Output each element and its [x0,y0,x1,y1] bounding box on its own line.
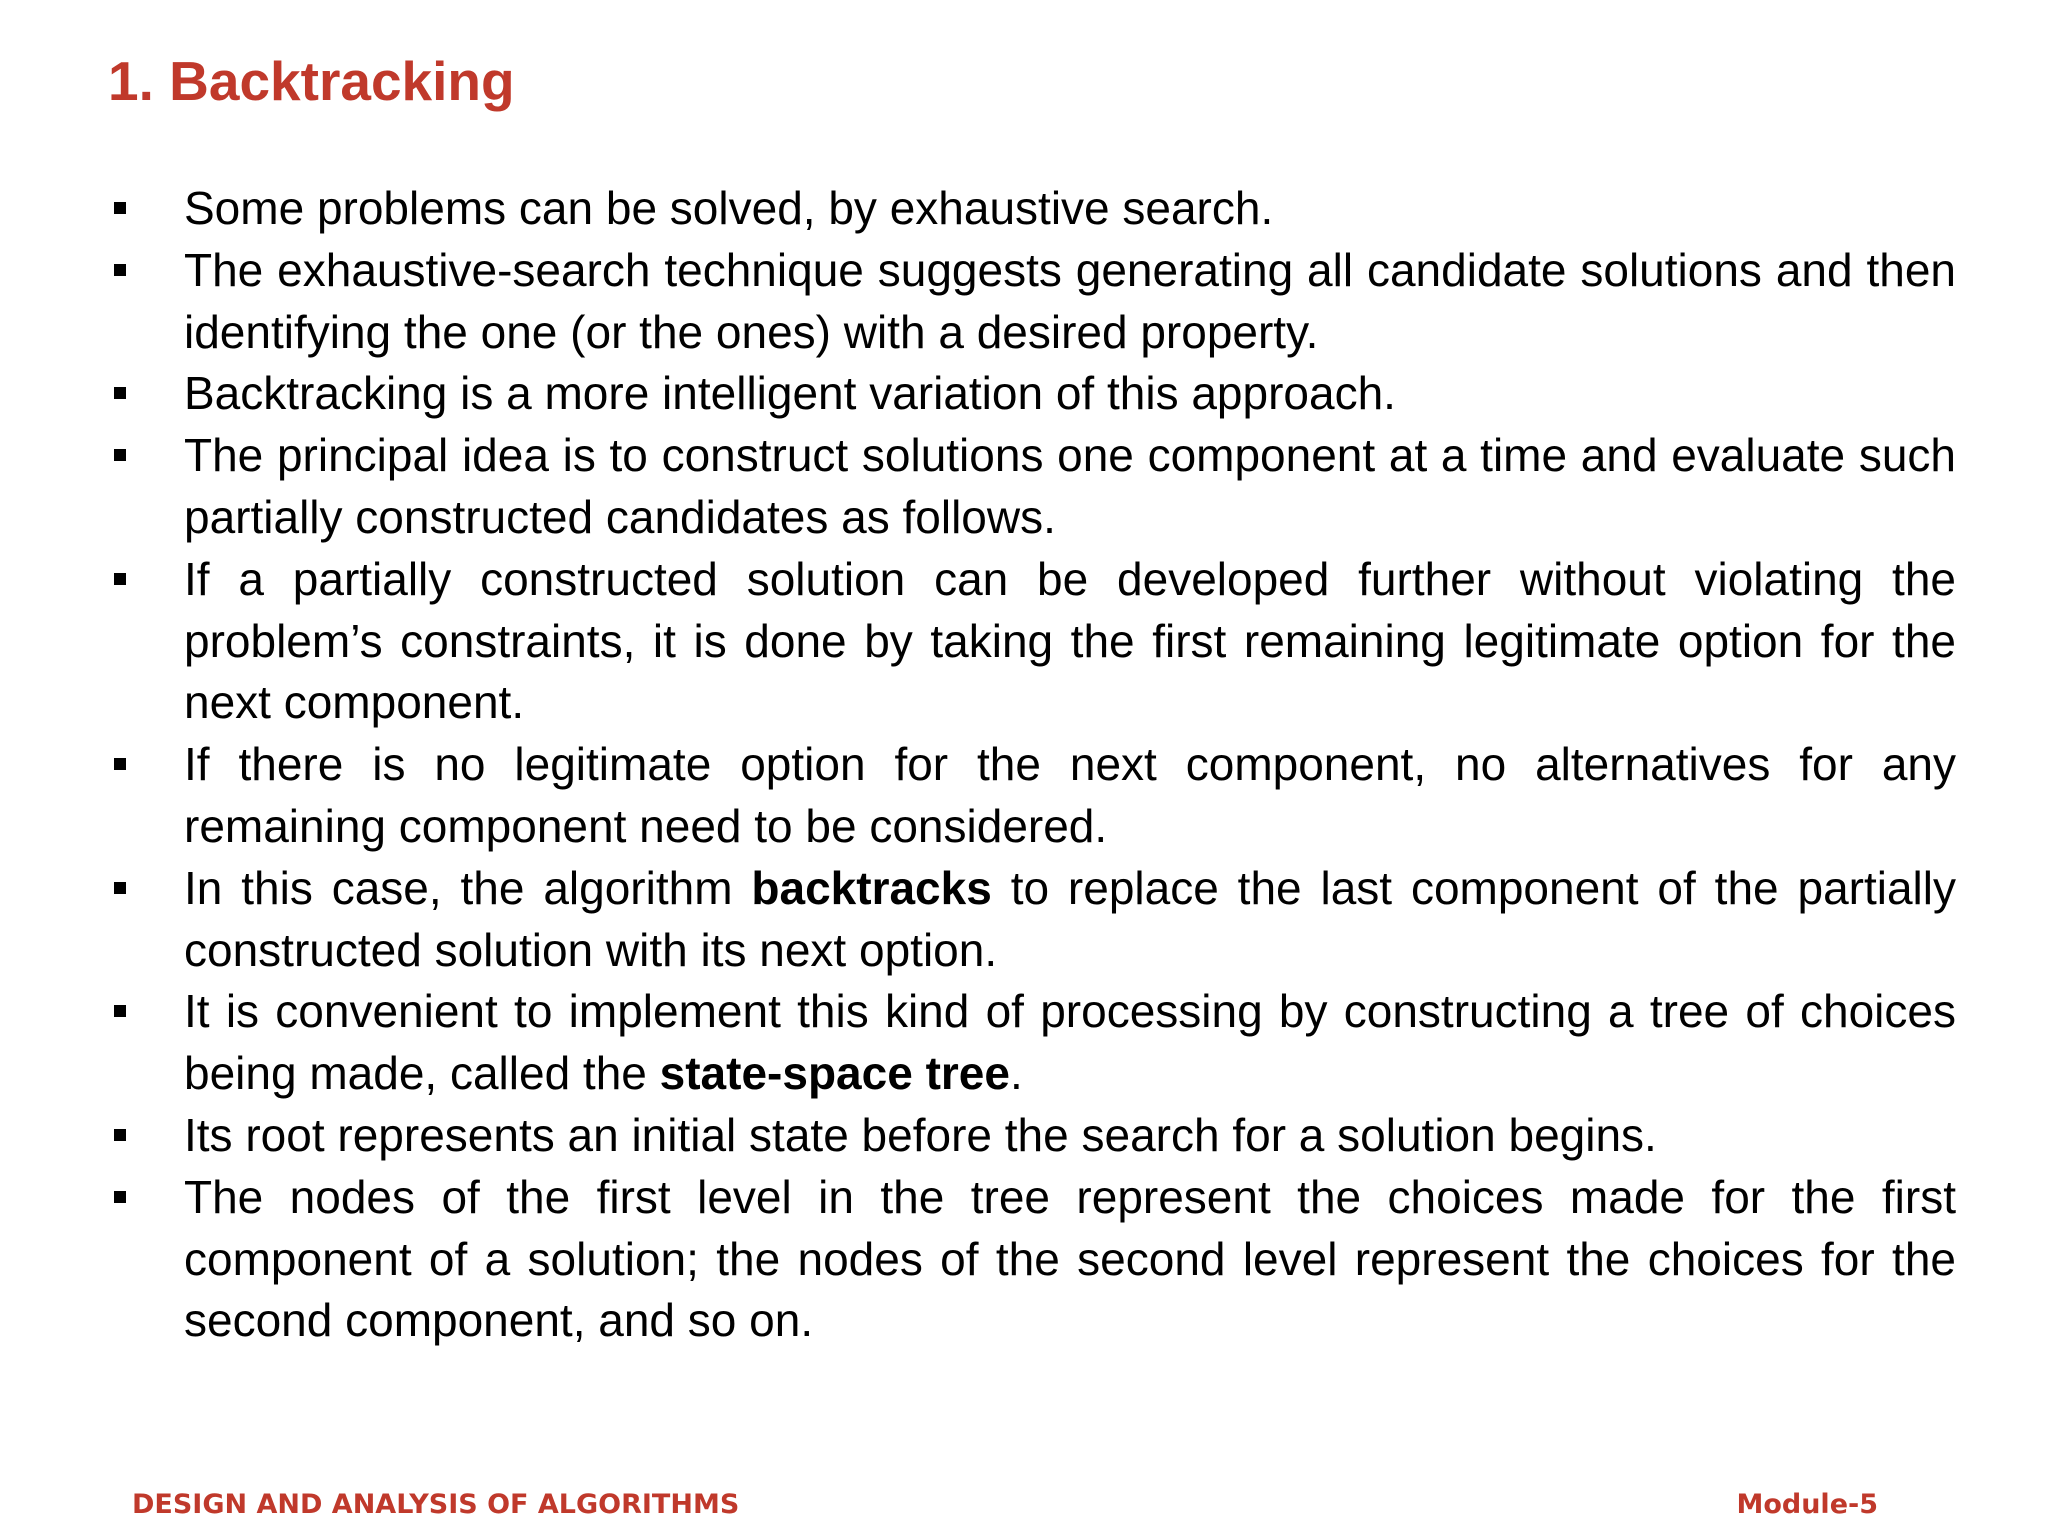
text-segment: to replace the last component of the partially constructed solution with its next option. [184,861,1956,976]
square-bullet-icon [114,882,126,894]
bullet-text [184,1167,1956,1352]
bullet-item [108,549,1956,734]
bullet-text [184,425,1956,549]
text-segment: Some problems can be solved, by exhaustive search. [184,182,1274,234]
footer-module-label: Module-5 [1736,1489,1878,1520]
text-segment: If a partially constructed solution can be developed further without violating the problem’s constraints, it is done by taking the first remaining legitimate option for the next component. [184,552,1956,729]
bullet-item [108,734,1956,858]
square-bullet-icon [114,573,126,585]
footer-course-title: DESIGN AND ANALYSIS OF ALGORITHMS [132,1489,740,1520]
bullet-text [184,734,1956,858]
square-bullet-icon [114,1191,126,1203]
square-bullet-icon [114,449,126,461]
bullet-item [108,981,1956,1105]
bullet-item [108,363,1956,425]
bullet-text [184,981,1956,1105]
bullet-item [108,1105,1956,1167]
bold-term: state-space tree [659,1047,1010,1100]
square-bullet-icon [114,202,126,214]
text-segment: Backtracking is a more intelligent variation of this approach. [184,367,1396,420]
text-segment: The nodes of the first level in the tree represent the choices made for the first component of a solution; the nodes of the second level represent the choices for the second component, and so on. [184,1170,1956,1347]
square-bullet-icon [114,387,126,399]
bullet-item [108,1167,1956,1352]
text-segment: Its root represents an initial state before the search for a solution begins. [184,1108,1657,1161]
bold-term: backtracks [751,861,992,914]
square-bullet-icon [114,1129,126,1141]
square-bullet-icon [114,1005,126,1017]
bullet-item [108,240,1956,364]
bullet-item [108,425,1956,549]
bullet-text [184,240,1956,364]
slide-title: 1. Backtracking [108,50,515,112]
bullet-list [108,178,1956,1352]
text-segment: The principal idea is to construct solutions one component at a time and evaluate such partially constructed candidates as follows. [184,429,1956,543]
bullet-item [108,178,1956,240]
bullet-text [184,1105,1956,1167]
text-segment: It is convenient to implement this kind of processing by constructing a tree of choices being made, called the [184,985,1956,1100]
bullet-text [184,363,1956,425]
bullet-text [184,858,1956,982]
square-bullet-icon [114,758,126,770]
text-segment: The exhaustive-search technique suggests generating all candidate solutions and then identifying the one (or the ones) with a desired property. [184,243,1956,358]
text-segment: In this case, the algorithm [184,861,752,914]
bullet-text [184,549,1956,734]
bullet-text [184,178,1956,240]
bullet-item [108,858,1956,982]
text-segment: If there is no legitimate option for the next component, no alternatives for any remaining component need to be considered. [184,738,1956,852]
text-segment: . [1009,1047,1023,1100]
square-bullet-icon [114,264,126,276]
